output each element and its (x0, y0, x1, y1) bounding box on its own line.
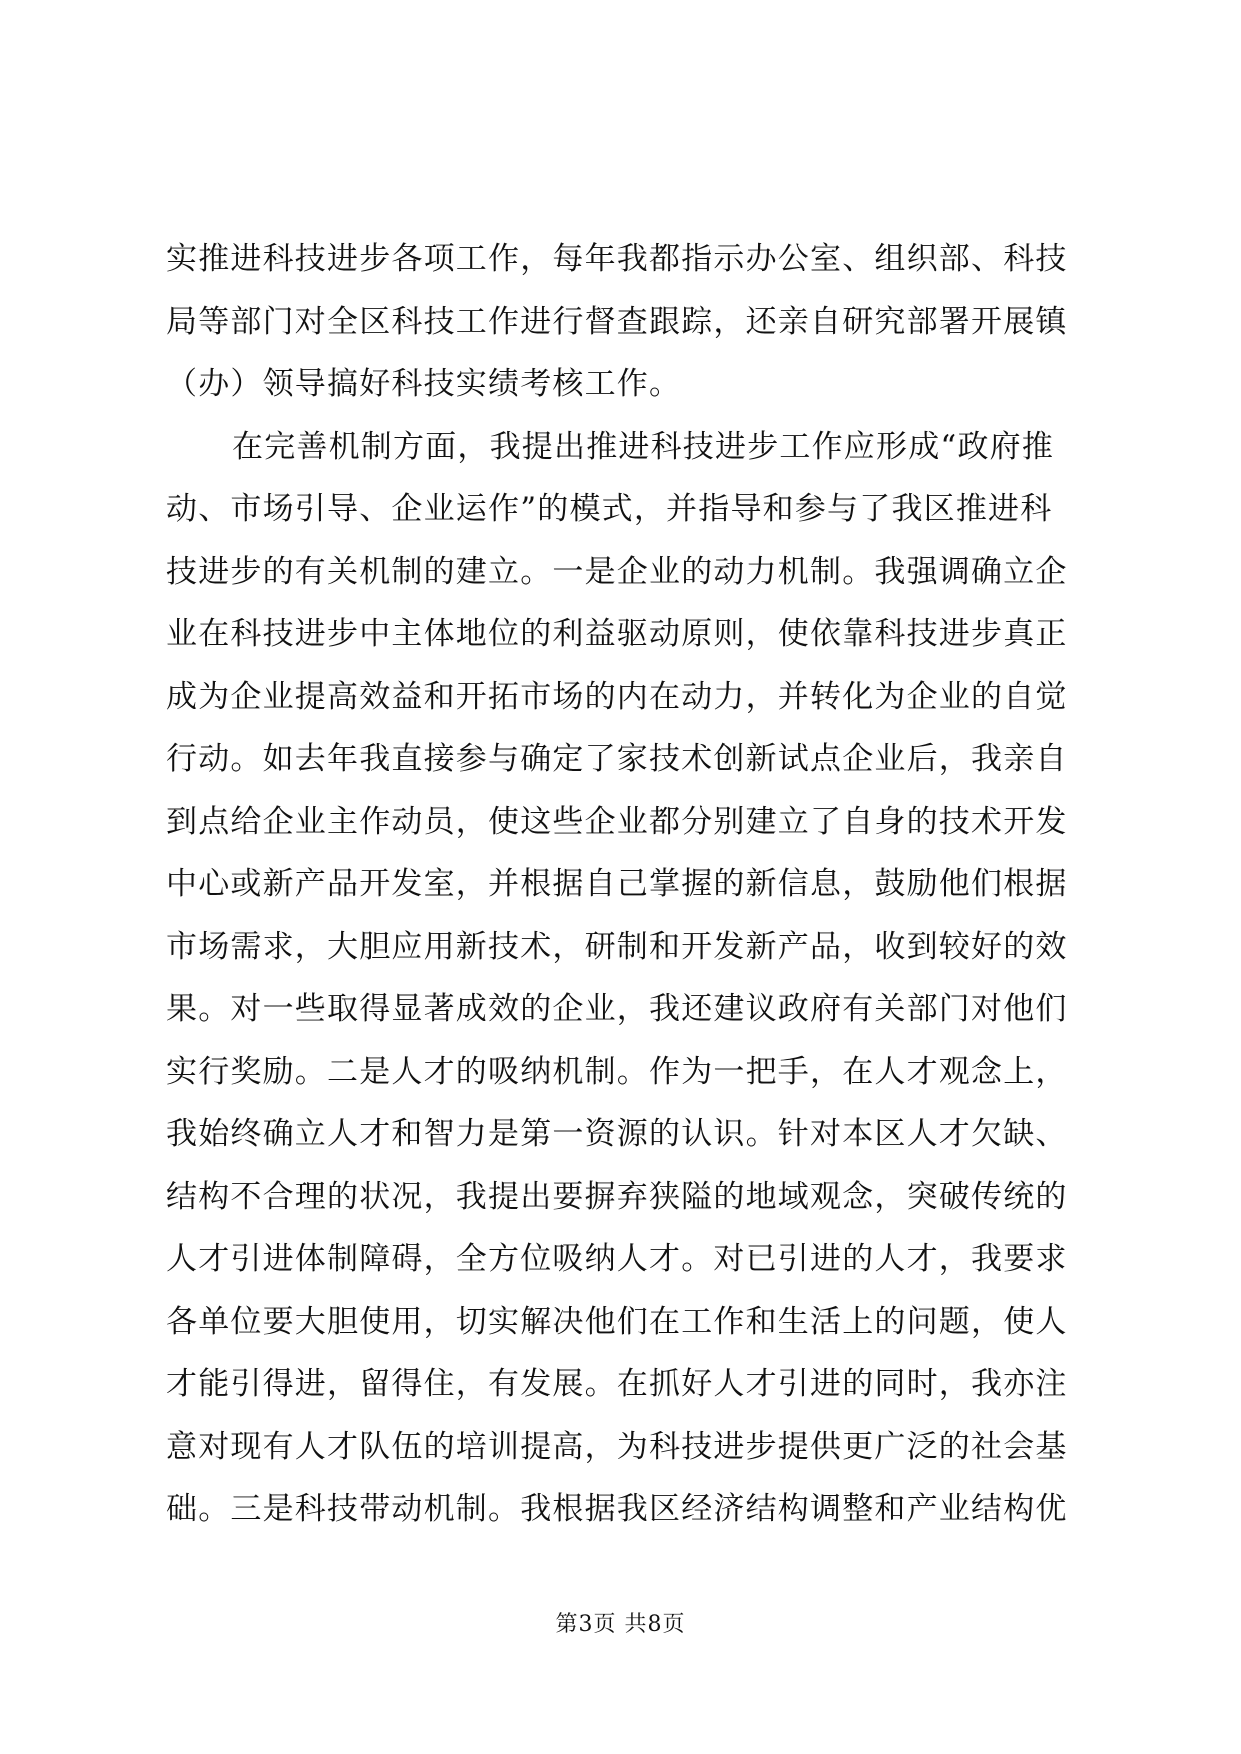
text-line: 结构不合理的状况，我提出要摒弃狭隘的地域观念，突破传统的 (166, 1178, 1068, 1215)
paragraph-first-line: 在完善机制方面，我提出推进科技进步工作应形成“政府推 (232, 428, 1055, 465)
text-line: 动、市场引导、企业运作”的模式，并指导和参与了我区推进科 (166, 491, 1053, 527)
text-line: 才能引得进，留得住，有发展。在抓好人才引进的同时，我亦注 (166, 1366, 1068, 1402)
text-line: 到点给企业主作动员，使这些企业都分别建立了自身的技术开发 (166, 803, 1068, 840)
text-line: 技进步的有关机制的建立。一是企业的动力机制。我强调确立企 (166, 553, 1068, 590)
text-line: 成为企业提高效益和开拓市场的内在动力，并转化为企业的自觉 (166, 678, 1068, 715)
text-line: 人才引进体制障碍，全方位吸纳人才。对已引进的人才，我要求 (166, 1241, 1068, 1277)
page-footer: 第3页 共8页 (555, 1612, 686, 1637)
body-text (166, 228, 1086, 1541)
text-line: 中心或新产品开发室，并根据自己掌握的新信息，鼓励他们根据 (166, 866, 1068, 902)
text-line: （办）领导搞好科技实绩考核工作。 (166, 366, 682, 402)
text-line: 础。三是科技带动机制。我根据我区经济结构调整和产业结构优 (166, 1491, 1068, 1527)
text-line: 业在科技进步中主体地位的利益驱动原则，使依靠科技进步真正 (166, 616, 1068, 652)
text-line: 实行奖励。二是人才的吸纳机制。作为一把手，在人才观念上， (166, 1053, 1068, 1090)
text-line: 果。对一些取得显著成效的企业，我还建议政府有关部门对他们 (166, 991, 1068, 1027)
text-line: 意对现有人才队伍的培训提高，为科技进步提供更广泛的社会基 (166, 1428, 1068, 1465)
text-line: 我始终确立人才和智力是第一资源的认识。针对本区人才欠缺、 (166, 1116, 1068, 1152)
text-line: 局等部门对全区科技工作进行督查跟踪，还亲自研究部署开展镇 (166, 303, 1068, 340)
text-line: 市场需求，大胆应用新技术，研制和开发新产品，收到较好的效 (166, 928, 1068, 965)
text-line: 行动。如去年我直接参与确定了家技术创新试点企业后，我亲自 (166, 741, 1068, 777)
text-line: 实推进科技进步各项工作，每年我都指示办公室、组织部、科技 (166, 241, 1068, 277)
text-line: 各单位要大胆使用，切实解决他们在工作和生活上的问题，使人 (166, 1303, 1068, 1340)
